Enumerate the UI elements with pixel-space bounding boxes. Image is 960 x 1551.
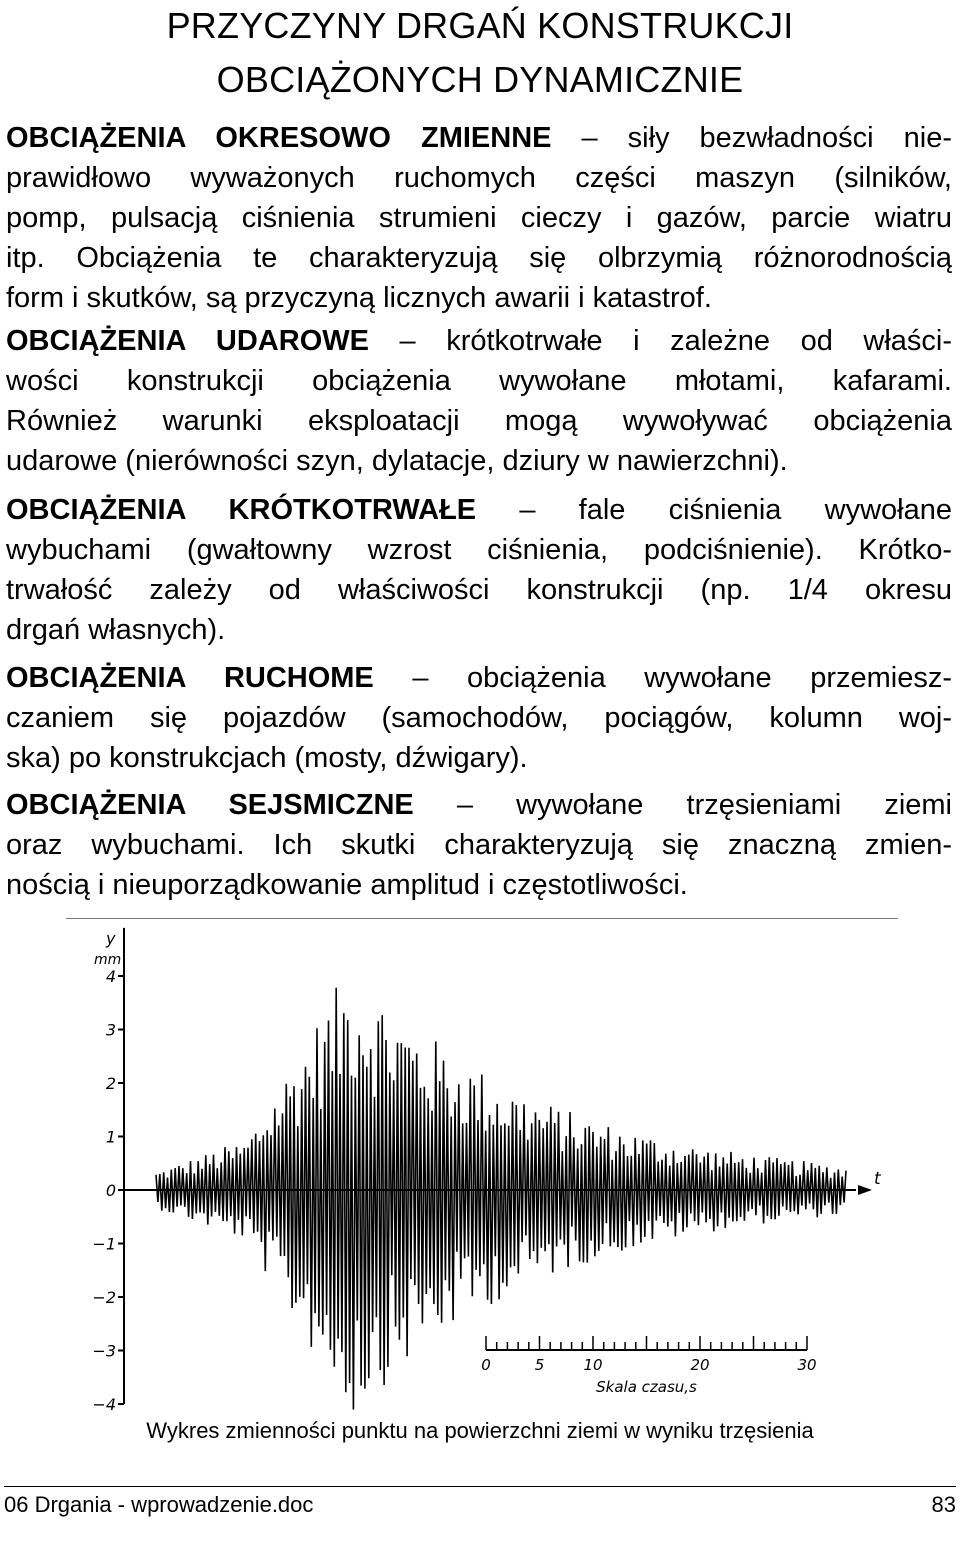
- section-text: oraz wybuchami. Ich skutki charakteryzują się znaczną zmien-: [6, 829, 952, 861]
- section-text: – siły bezwładności nie-: [551, 122, 952, 154]
- y-tick-label: −4: [92, 1395, 116, 1414]
- scale-tick-label: 5: [534, 1356, 545, 1374]
- scale-label: Skala czasu,s: [596, 1378, 697, 1396]
- figure-caption: Wykres zmienności punktu na powierzchni ziemi w wyniku trzęsienia: [146, 1418, 814, 1443]
- section-text: – obciążenia wywołane przemiesz-: [373, 662, 952, 694]
- time-axis-arrow: [858, 1185, 872, 1195]
- section-udarowe: [6, 321, 952, 481]
- time-axis-label: t: [874, 1169, 881, 1189]
- section-heading: OBCIĄŻENIA KRÓTKOTRWAŁE: [6, 494, 477, 526]
- y-tick-label: −3: [92, 1341, 116, 1361]
- scale-tick-label: 10: [583, 1356, 603, 1374]
- time-scale: [481, 1336, 816, 1396]
- y-axis-unit: mm: [94, 952, 122, 968]
- y-tick-label: −1: [92, 1234, 116, 1254]
- page-title: [0, 0, 960, 108]
- section-text: nością i nieuporządkowanie amplitud i częstotliwości.: [6, 869, 688, 901]
- scale-tick-label: 30: [797, 1356, 817, 1374]
- y-axis-label: y: [106, 929, 116, 948]
- section-okresowe: [6, 118, 952, 318]
- section-text: wości konstrukcji obciążenia wywołane młotami, kafarami.: [6, 365, 952, 397]
- scale-tick-label: 20: [690, 1356, 710, 1374]
- section-ruchome: [6, 658, 952, 778]
- y-tick-label: 2: [105, 1074, 116, 1093]
- section-text: drgań własnych).: [6, 614, 226, 646]
- page-number: 83: [931, 1492, 956, 1517]
- section-heading: OBCIĄŻENIA UDAROWE: [6, 325, 369, 357]
- footer-divider: [4, 1486, 956, 1487]
- seismogram-chart: [66, 918, 898, 1423]
- title-line-2: OBCIĄŻONYCH DYNAMICZNIE: [216, 59, 744, 100]
- section-text: – fale ciśnienia wywołane: [476, 494, 952, 526]
- section-text: – krótkotrwałe i zależne od właści-: [368, 325, 952, 357]
- section-text: wybuchami (gwałtowny wzrost ciśnienia, podciśnienie). Krótko-: [6, 534, 952, 566]
- title-line-1: PRZYCZYNY DRGAŃ KONSTRUKCJI: [166, 5, 794, 46]
- section-text: prawidłowo wyważonych ruchomych części maszyn (silników,: [6, 162, 952, 194]
- scale-tick-label: 0: [481, 1356, 491, 1374]
- section-text: trwałość zależy od właściwości konstrukcji (np. 1/4 okresu: [6, 574, 952, 606]
- section-text: udarowe (nierówności szyn, dylatacje, dziury w nawierzchni).: [6, 445, 788, 477]
- y-tick-label: 0: [105, 1181, 116, 1200]
- section-heading: OBCIĄŻENIA RUCHOME: [6, 662, 374, 694]
- section-heading: OBCIĄŻENIA SEJSMICZNE: [6, 789, 414, 821]
- y-axis: [92, 928, 882, 1414]
- section-text: czaniem się pojazdów (samochodów, pociągów, kolumn woj-: [6, 702, 952, 734]
- section-text: ska) po konstrukcjach (mosty, dźwigary).: [6, 742, 528, 774]
- section-text: – wywołane trzęsieniami ziemi: [413, 789, 952, 821]
- y-tick-label: 3: [105, 1020, 116, 1040]
- section-sejsmiczne: [6, 785, 952, 905]
- section-text: form i skutków, są przyczyną licznych awarii i katastrof.: [6, 282, 712, 314]
- section-text: Również warunki eksploatacji mogą wywoływać obciążenia: [6, 405, 952, 437]
- footer-filename: 06 Drgania - wprowadzenie.doc: [4, 1492, 314, 1517]
- y-tick-label: 1: [105, 1127, 116, 1147]
- y-tick-label: 4: [105, 967, 116, 986]
- y-tick-label: −2: [92, 1288, 116, 1307]
- section-text: pomp, pulsacją ciśnienia strumieni cieczy i gazów, parcie wiatru: [6, 202, 952, 234]
- section-krotkotrwale: [6, 490, 952, 650]
- section-heading: OBCIĄŻENIA OKRESOWO ZMIENNE: [6, 122, 552, 154]
- section-text: itp. Obciążenia te charakteryzują się olbrzymią różnorodnością: [6, 242, 952, 274]
- seismogram-svg: [66, 918, 898, 1423]
